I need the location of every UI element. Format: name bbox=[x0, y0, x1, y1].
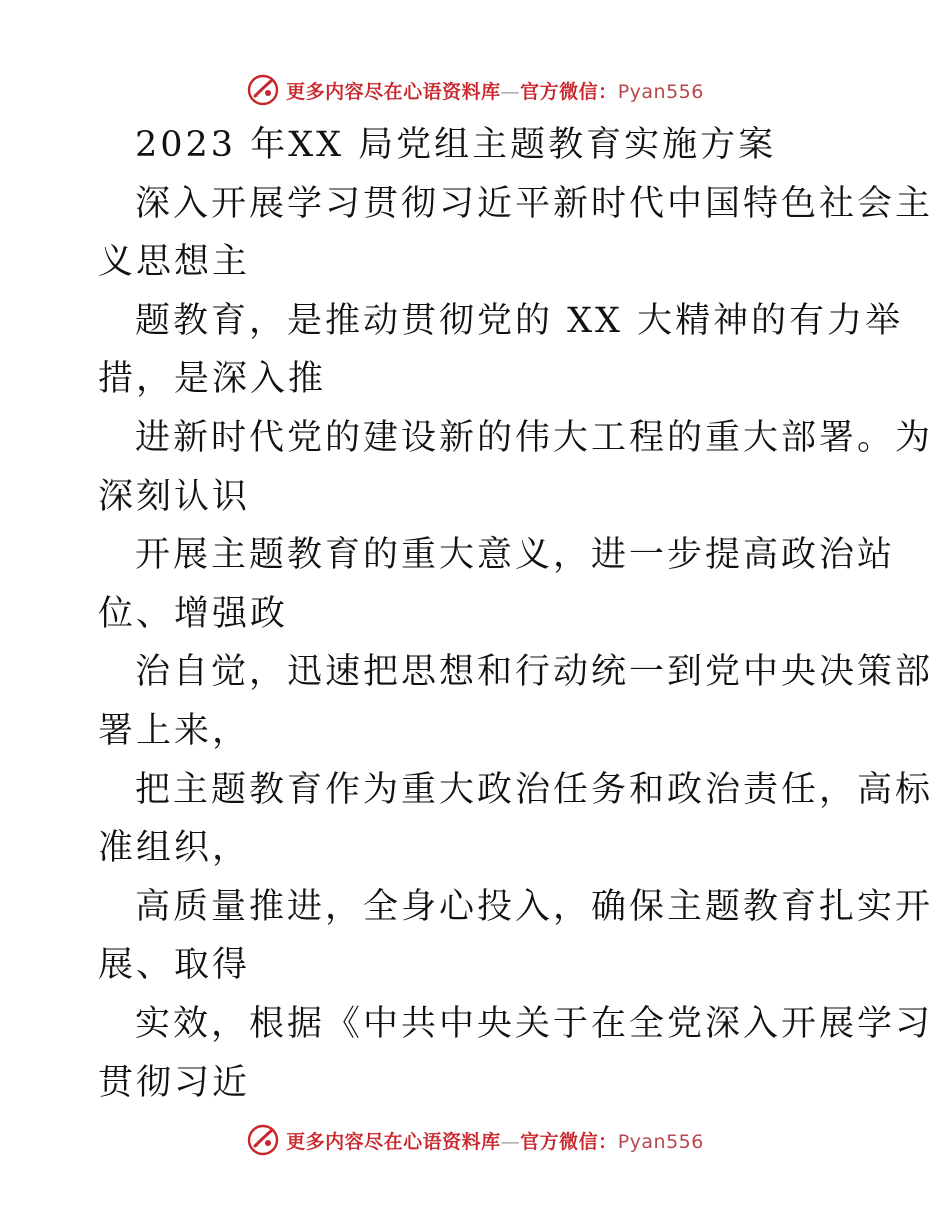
watermark-main-text: 更多内容尽在心语资料库 bbox=[286, 1130, 501, 1153]
footer-watermark-banner bbox=[0, 1120, 950, 1160]
paragraph-line: 高质量推进，全身心投入，确保主题教育扎实开 bbox=[135, 886, 934, 927]
pen-logo-icon bbox=[246, 1123, 280, 1157]
paragraph-line: 进新时代党的建设新的伟大工程的重大部署。为 bbox=[135, 417, 934, 458]
watermark-wechat-id: Pyan556 bbox=[617, 80, 704, 103]
paragraph-line: 署上来， bbox=[98, 710, 251, 751]
paragraph-line: 题教育，是推动贯彻党的 XX 大精神的有力举 bbox=[135, 300, 904, 341]
header-watermark-banner bbox=[0, 70, 950, 110]
watermark-text bbox=[286, 1127, 704, 1154]
watermark-wechat-label: 官方微信： bbox=[520, 1130, 618, 1153]
watermark-wechat-id: Pyan556 bbox=[617, 1130, 704, 1153]
watermark-main-text: 更多内容尽在心语资料库 bbox=[286, 80, 501, 103]
watermark-wechat-label: 官方微信： bbox=[520, 80, 618, 103]
watermark-text bbox=[286, 77, 704, 104]
paragraph-line: 展、取得 bbox=[98, 945, 251, 986]
paragraph-line: 义思想主 bbox=[98, 242, 251, 283]
document-title: 2023 年XX 局党组主题教育实施方案 bbox=[135, 125, 777, 165]
paragraph-line: 实效，根据《中共中央关于在全党深入开展学习 bbox=[135, 1003, 934, 1044]
paragraph-line: 深刻认识 bbox=[98, 476, 251, 517]
paragraph-line: 把主题教育作为重大政治任务和政治责任，高标 bbox=[135, 769, 934, 810]
pen-logo-icon bbox=[246, 73, 280, 107]
paragraph-line: 准组织， bbox=[98, 828, 251, 869]
paragraph-line: 位、增强政 bbox=[98, 593, 289, 634]
paragraph-line: 治自觉，迅速把思想和行动统一到党中央决策部 bbox=[135, 652, 934, 693]
paragraph-line: 措，是深入推 bbox=[98, 359, 327, 400]
document-body bbox=[98, 116, 934, 1112]
watermark-dash: — bbox=[500, 80, 521, 103]
paragraph-line: 开展主题教育的重大意义，进一步提高政治站 bbox=[135, 535, 896, 576]
paragraph-line: 深入开展学习贯彻习近平新时代中国特色社会主 bbox=[135, 183, 934, 224]
watermark-dash: — bbox=[500, 1130, 521, 1153]
paragraph-line: 贯彻习近 bbox=[98, 1062, 251, 1103]
